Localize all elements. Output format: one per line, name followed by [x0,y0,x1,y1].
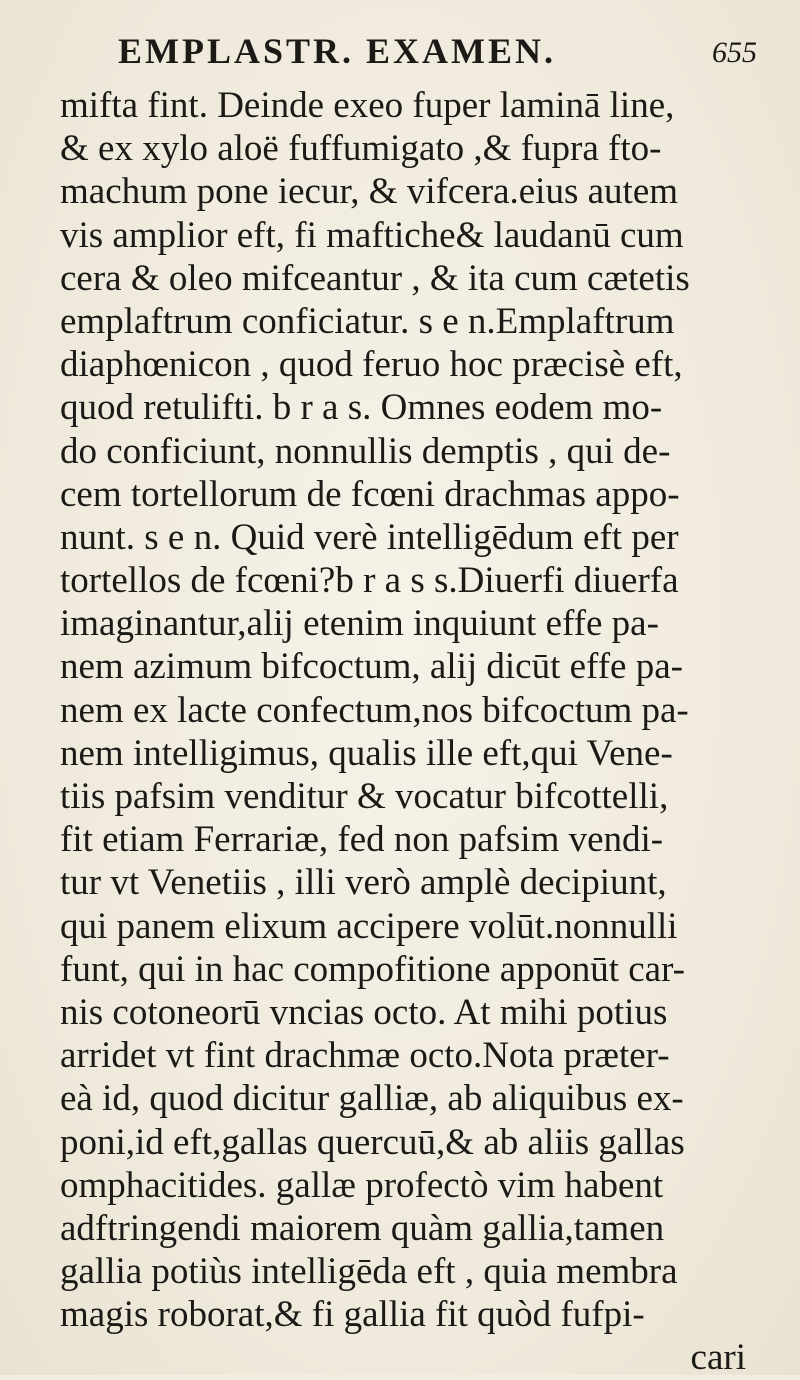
text-line: omphacitides. gallæ profectò vim habent [60,1164,664,1206]
text-line: nem ex lacte confectum,nos bifcoctum pa- [60,689,689,731]
text-line: & ex xylo aloë fuffumigato ,& fupra fto- [60,128,662,170]
text-line: nem azimum bifcoctum, alij dicūt effe pa- [60,646,683,688]
text-line: adftringendi maiorem quàm gallia,tamen [60,1207,665,1249]
text-line: qui panem elixum accipere volūt.nonnulli [60,905,678,947]
text-line: vis amplior eft, fi maftiche& laudanū cum [60,214,684,256]
text-line: quod retulifti. b r a s. Omnes eodem mo- [60,387,663,429]
text-line: eà id, quod dicitur galliæ, ab aliquibus ex- [60,1078,684,1120]
text-line: cem tortellorum de fcœni drachmas appo- [60,473,680,515]
text-line: nis cotoneorū vncias octo. At mihi potius [60,991,668,1033]
text-line: poni,id eft,gallas quercuū,& ab aliis gallas [60,1121,685,1163]
text-line: tur vt Venetiis , illi verò amplè decipiunt, [60,862,667,904]
text-line: cera & oleo mifceantur , & ita cum cætetis [60,257,690,299]
text-line: arridet vt fint drachmæ octo.Nota præter- [60,1035,670,1077]
text-line: emplaftrum conficiatur. s e n.Emplaftrum [60,300,675,342]
text-line: diaphœnicon , quod feruo hoc præcisè eft, [60,344,683,386]
text-line: machum pone iecur, & vifcera.eius autem [60,171,679,213]
text-line: tortellos de fcœni?b r a s s.Diuerfi diuerfa [60,560,679,602]
text-line: tiis pafsim venditur & vocatur bifcottelli, [60,776,669,817]
text-line: funt, qui in hac compofitione apponūt car- [60,948,685,990]
text-line: gallia potiùs intelligēda eft , quia membra [60,1251,678,1293]
text-line: mifta fint. Deinde exeo fuper laminā line, [60,85,675,126]
text-line: nem intelligimus, qualis ille eft,qui Vene- [60,732,673,774]
text-line: do conficiunt, nonnullis demptis , qui de- [60,430,671,472]
text-line: imaginantur,alij etenim inquiunt effe pa- [60,603,659,645]
running-head-title: EMPLASTR. EXAMEN. [118,31,557,71]
text-line: nunt. s e n. Quid verè intelligēdum eft per [60,516,679,558]
page-number: 655 [712,36,757,69]
catchword: cari [690,1337,746,1379]
text-line: fit etiam Ferrariæ, fed non pafsim vendi- [60,819,664,861]
running-head [0,30,800,78]
text-line: magis roborat,& fi gallia fit quòd fufpi- [60,1294,645,1336]
body-text [60,84,780,1380]
